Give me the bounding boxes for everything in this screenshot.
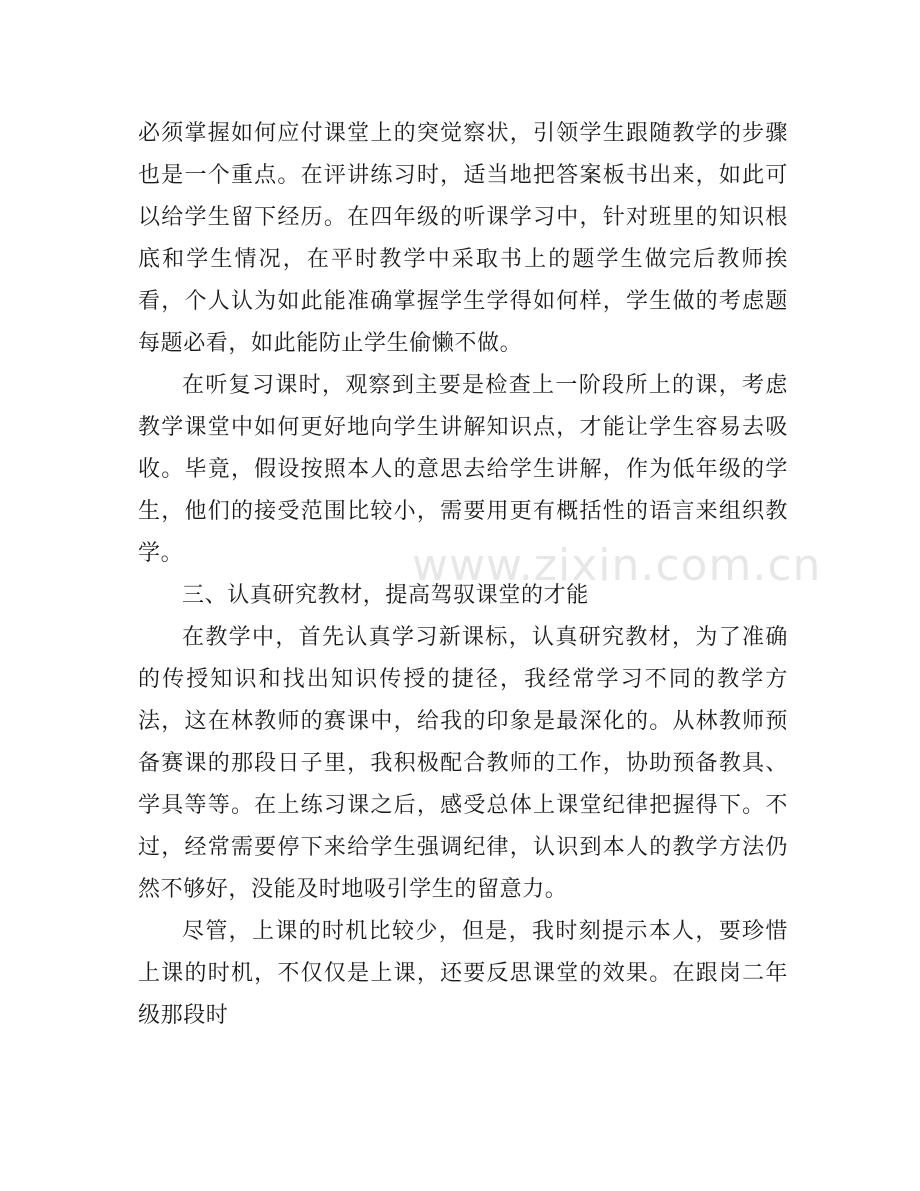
paragraph-3: 在教学中，首先认真学习新课标，认真研究教材，为了准确的传授知识和找出知识传授的捷径，我经常学习不同的教学方法，这在林教师的赛课中，给我的印象是最深化的。从林教师预备赛课的那段日子里，我积极配合教师的工作，协助预备教具、学具等等。在上练习课之后，感受总体上课堂纪律把握得下。不过，经常需要停下来给学生强调纪律，认识到本人的教学方法仍然不够好，没能及时地吸引学生的留意力。 xyxy=(138,625,788,902)
watermark: www.zixin.com.cn xyxy=(412,540,822,591)
paragraph-4: 尽管，上课的时机比较少，但是，我时刻提示本人，要珍惜上课的时机，不仅仅是上课，还要反思课堂的效果。在跟岗二年级那段时 xyxy=(138,919,788,1028)
paragraph-1: 必须掌握如何应付课堂上的突觉察状，引领学生跟随教学的步骤也是一个重点。在评讲练习时，适当地把答案板书出来，如此可以给学生留下经历。在四年级的听课学习中，针对班里的知识根底和学生情况，在平时教学中采取书上的题学生做完后教师挨看，个人认为如此能准确掌握学生学得如何样，学生做的考虑题每题必看，如此能防止学生偷懒不做。 xyxy=(138,121,788,356)
document-body xyxy=(138,113,788,1037)
section-heading: 三、认真研究教材，提高驾驭课堂的才能 xyxy=(182,583,589,608)
paragraph-2: 在听复习课时，观察到主要是检查上一阶段所上的课，考虑教学课堂中如何更好地向学生讲解知识点，才能让学生容易去吸收。毕竟，假设按照本人的意思去给学生讲解，作为低年级的学生，他们的接受范围比较小，需要用更有概括性的语言来组织教学。 xyxy=(138,373,788,566)
